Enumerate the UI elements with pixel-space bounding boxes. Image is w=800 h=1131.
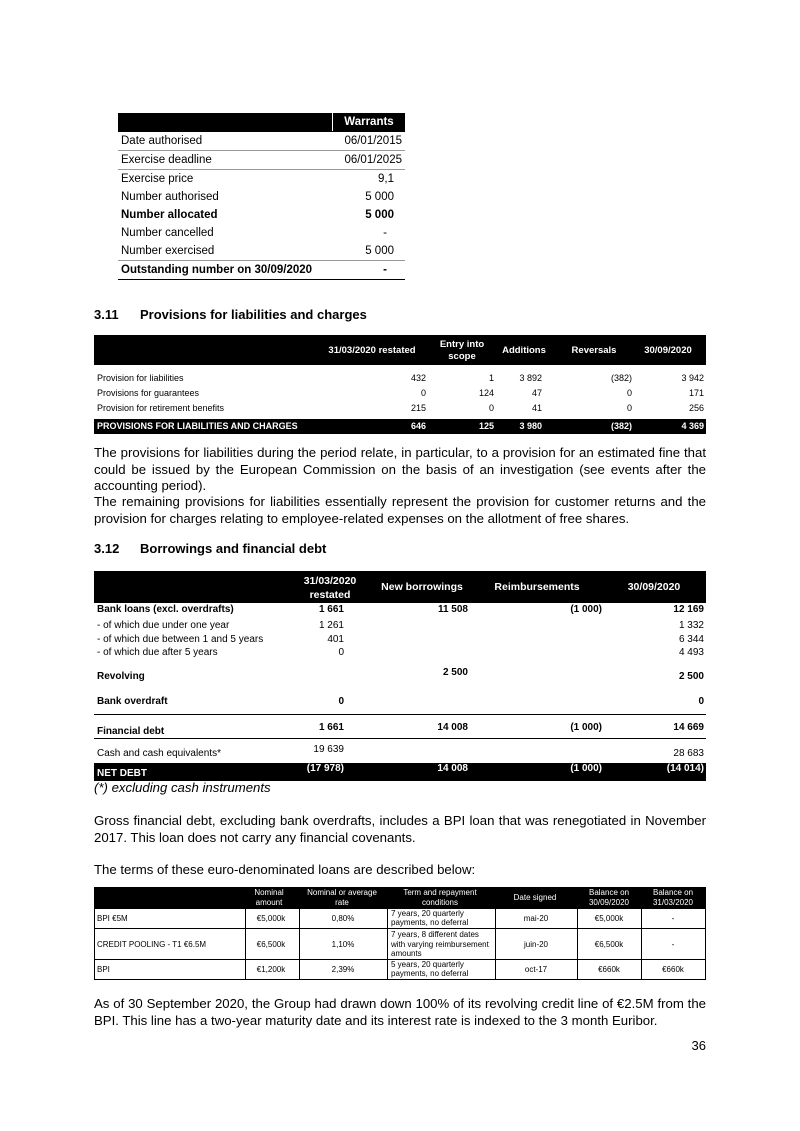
- loan-label: CREDIT POOLING - T1 €6.5M: [97, 940, 207, 949]
- warrants-row-value: 9,1: [378, 173, 394, 185]
- warrants-row-value: 5 000: [365, 209, 394, 221]
- borrowings-row-1-5: [94, 633, 706, 647]
- warrants-row: [118, 170, 405, 188]
- loan-balance-sep: €5,000k: [594, 914, 624, 923]
- cell: 28 683: [673, 748, 704, 759]
- loan-balance-sep: €6,500k: [594, 940, 624, 949]
- borrowings-row-after-5: [94, 646, 706, 660]
- loan-nominal: €1,200k: [256, 965, 286, 974]
- cell: (382): [610, 421, 632, 431]
- warrants-row-value: 06/01/2015: [344, 135, 402, 147]
- column-header: New borrowings: [381, 581, 463, 593]
- warrants-row-label: Exercise deadline: [121, 154, 212, 166]
- loan-label: BPI: [97, 965, 110, 974]
- cell: 256: [688, 403, 704, 413]
- column-header: Date signed: [513, 893, 557, 902]
- cell: 19 639: [313, 744, 344, 755]
- row-label: Provisions for guarantees: [97, 388, 200, 398]
- row-label: Cash and cash equivalents*: [97, 748, 221, 759]
- warrants-row-value: 5 000: [365, 191, 394, 203]
- row-label: Revolving: [97, 671, 145, 682]
- provisions-row: [94, 386, 706, 401]
- cell: 0: [698, 696, 704, 707]
- footnote: (*) excluding cash instruments: [94, 780, 271, 795]
- warrants-row-label: Number exercised: [121, 245, 215, 257]
- cell: 6 344: [678, 634, 704, 645]
- cell: 0: [420, 388, 426, 398]
- borrowings-table: [94, 571, 706, 783]
- cell: 171: [688, 388, 704, 398]
- loan-balance-sep: €660k: [598, 965, 620, 974]
- loan-date: oct-17: [524, 965, 548, 974]
- loan-balance-mar: -: [671, 914, 675, 923]
- warrants-row-outstanding: [118, 261, 405, 280]
- loan-label: BPI €5M: [97, 914, 128, 923]
- cell: 3 942: [681, 373, 704, 383]
- provisions-row: [94, 401, 706, 416]
- borrowings-row-net-debt: [94, 763, 706, 781]
- loan-balance-mar: €660k: [662, 965, 684, 974]
- loans-row: [94, 929, 706, 960]
- cell: 3 892: [519, 373, 542, 383]
- borrowings-row-cash: [94, 743, 706, 757]
- loans-row: [94, 960, 706, 980]
- cell: 124: [478, 388, 494, 398]
- column-header: Additions: [502, 345, 546, 356]
- borrowings-row-bank-loans: [94, 603, 706, 617]
- paragraph-provisions-2: The remaining provisions for liabilities essentially represent the provision for customer returns and the provision for charges relating to employee-related expenses on the allotment of free shares.: [94, 494, 706, 526]
- cell: (1 000): [570, 763, 602, 774]
- section-title-3-12: [94, 541, 326, 556]
- warrants-row-value: -: [383, 264, 387, 276]
- row-label: Bank loans (excl. overdrafts): [97, 604, 234, 615]
- borrowings-header: [94, 571, 706, 603]
- warrants-header: [118, 113, 405, 132]
- cell: 14 008: [437, 722, 468, 733]
- provisions-header: [94, 335, 706, 365]
- section-title-text: Borrowings and financial debt: [140, 541, 327, 556]
- cell: 14 008: [437, 763, 468, 774]
- cell: 14 669: [673, 722, 704, 733]
- cell: 1 661: [318, 604, 344, 615]
- warrants-row-label: Exercise price: [121, 173, 194, 185]
- loan-nominal: €5,000k: [256, 914, 286, 923]
- paragraph-borrowings-1: Gross financial debt, excluding bank overdrafts, includes a BPI loan that was renegotiated in November 2017. This loan does not carry any financial covenants.: [94, 813, 706, 845]
- loan-balance-mar: -: [671, 940, 675, 949]
- column-header: Nominal amount: [254, 888, 284, 907]
- warrants-row: [118, 132, 405, 151]
- loan-term: 7 years, 20 quarterly payments, no deferral: [391, 909, 469, 927]
- column-header: Entry into scope: [439, 339, 485, 362]
- provisions-row: [94, 371, 706, 386]
- row-label: Bank overdraft: [97, 696, 168, 707]
- cell: 12 169: [673, 604, 704, 615]
- cell: 0: [626, 403, 632, 413]
- warrants-row-label: Outstanding number on 30/09/2020: [121, 264, 313, 276]
- page-number: 36: [691, 1038, 706, 1053]
- cell: (382): [610, 373, 632, 383]
- cell: 0: [626, 388, 632, 398]
- warrants-row-label: Number cancelled: [121, 227, 214, 239]
- loan-term: 7 years, 8 different dates with varying reimbursement amounts: [391, 930, 489, 958]
- column-header: 31/03/2020 restated: [303, 575, 357, 601]
- cell: 2 500: [678, 671, 704, 682]
- warrants-row-label: Number authorised: [121, 191, 219, 203]
- row-label: Provision for liabilities: [97, 373, 184, 383]
- column-header: Reversals: [571, 345, 617, 356]
- cell: 1 332: [678, 620, 704, 631]
- cell: (17 978): [306, 763, 344, 774]
- cell: 4 369: [681, 421, 704, 431]
- cell: (1 000): [570, 722, 602, 733]
- warrants-table: [118, 113, 405, 280]
- warrants-row: [118, 188, 405, 206]
- cell: 47: [531, 388, 542, 398]
- column-header: 30/09/2020: [627, 581, 681, 593]
- cell: 1: [488, 373, 494, 383]
- loans-row: [94, 909, 706, 929]
- loan-date: mai-20: [523, 914, 549, 923]
- cell: 432: [410, 373, 426, 383]
- row-label: - of which due between 1 and 5 years: [97, 634, 264, 645]
- cell: 0: [338, 647, 344, 658]
- warrants-row-label: Date authorised: [121, 135, 203, 147]
- cell: 125: [478, 421, 494, 431]
- paragraph-revolving: As of 30 September 2020, the Group had drawn down 100% of its revolving credit line of €2.5M from the BPI. This line has a two-year maturity date and its interest rate is indexed to the 3 month Euribor.: [94, 996, 706, 1028]
- cell: 0: [338, 696, 344, 707]
- cell: 4 493: [678, 647, 704, 658]
- row-label: PROVISIONS FOR LIABILITIES AND CHARGES: [97, 421, 298, 431]
- row-label: Financial debt: [97, 726, 165, 737]
- cell: 41: [531, 403, 542, 413]
- paragraph-borrowings-2: The terms of these euro-denominated loans are described below:: [94, 862, 476, 877]
- divider: [94, 738, 706, 739]
- column-header: Nominal or average rate: [307, 888, 377, 907]
- loans-table: [94, 887, 706, 980]
- cell: 2 500: [442, 667, 468, 678]
- divider: [94, 714, 706, 715]
- provisions-table: [94, 335, 706, 434]
- warrants-row: [118, 224, 405, 242]
- warrants-row-label: Number allocated: [121, 209, 218, 221]
- column-header: 30/09/2020: [644, 345, 692, 356]
- cell: 646: [410, 421, 426, 431]
- loan-nominal: €6,500k: [256, 940, 286, 949]
- loan-date: juin-20: [523, 940, 548, 949]
- row-label: Provision for retirement benefits: [97, 403, 225, 413]
- cell: 1 661: [318, 722, 344, 733]
- row-label: NET DEBT: [97, 768, 147, 779]
- warrants-row: [118, 206, 405, 224]
- borrowings-row-overdraft: [94, 695, 706, 709]
- provisions-total-row: [94, 419, 706, 434]
- borrowings-row-financial-debt: [94, 721, 706, 735]
- loan-rate: 0,80%: [331, 914, 355, 923]
- row-label: - of which due after 5 years: [97, 647, 218, 658]
- cell: 3 980: [519, 421, 542, 431]
- cell: (1 000): [570, 604, 602, 615]
- warrants-header-label: Warrants: [332, 113, 405, 131]
- warrants-row-value: 06/01/2025: [344, 154, 402, 166]
- section-number: 3.12: [94, 541, 120, 556]
- cell: 0: [488, 403, 494, 413]
- warrants-row: [118, 151, 405, 170]
- cell: (14 014): [666, 763, 704, 774]
- loan-rate: 1,10%: [331, 940, 355, 949]
- paragraph-provisions-1: The provisions for liabilities during the period relate, in particular, to a provision for an estimated fine that could be issued by the European Commission on the basis of an investigation (see events after the accounting period).: [94, 445, 706, 493]
- cell: 11 508: [437, 604, 468, 615]
- borrowings-row-under-one: [94, 619, 706, 633]
- warrants-row: [118, 242, 405, 261]
- column-header: Balance on 31/03/2020: [652, 888, 694, 907]
- cell: 215: [410, 403, 426, 413]
- loan-term: 5 years, 20 quarterly payments, no deferral: [391, 960, 469, 978]
- borrowings-row-revolving: [94, 667, 706, 684]
- warrants-row-value: -: [383, 227, 387, 239]
- column-header: Balance on 30/09/2020: [588, 888, 630, 907]
- section-number: 3.11: [94, 307, 119, 322]
- section-title-3-11: [94, 307, 367, 322]
- loan-rate: 2,39%: [331, 965, 355, 974]
- row-label: - of which due under one year: [97, 620, 230, 631]
- column-header: 31/03/2020 restated: [328, 345, 416, 356]
- cell: 401: [327, 634, 344, 645]
- loans-header: [94, 887, 706, 909]
- cell: 1 261: [318, 620, 344, 631]
- warrants-row-value: 5 000: [365, 245, 394, 257]
- section-title-text: Provisions for liabilities and charges: [140, 307, 367, 322]
- column-header: Term and repayment conditions: [403, 888, 477, 907]
- column-header: Reimbursements: [494, 581, 580, 593]
